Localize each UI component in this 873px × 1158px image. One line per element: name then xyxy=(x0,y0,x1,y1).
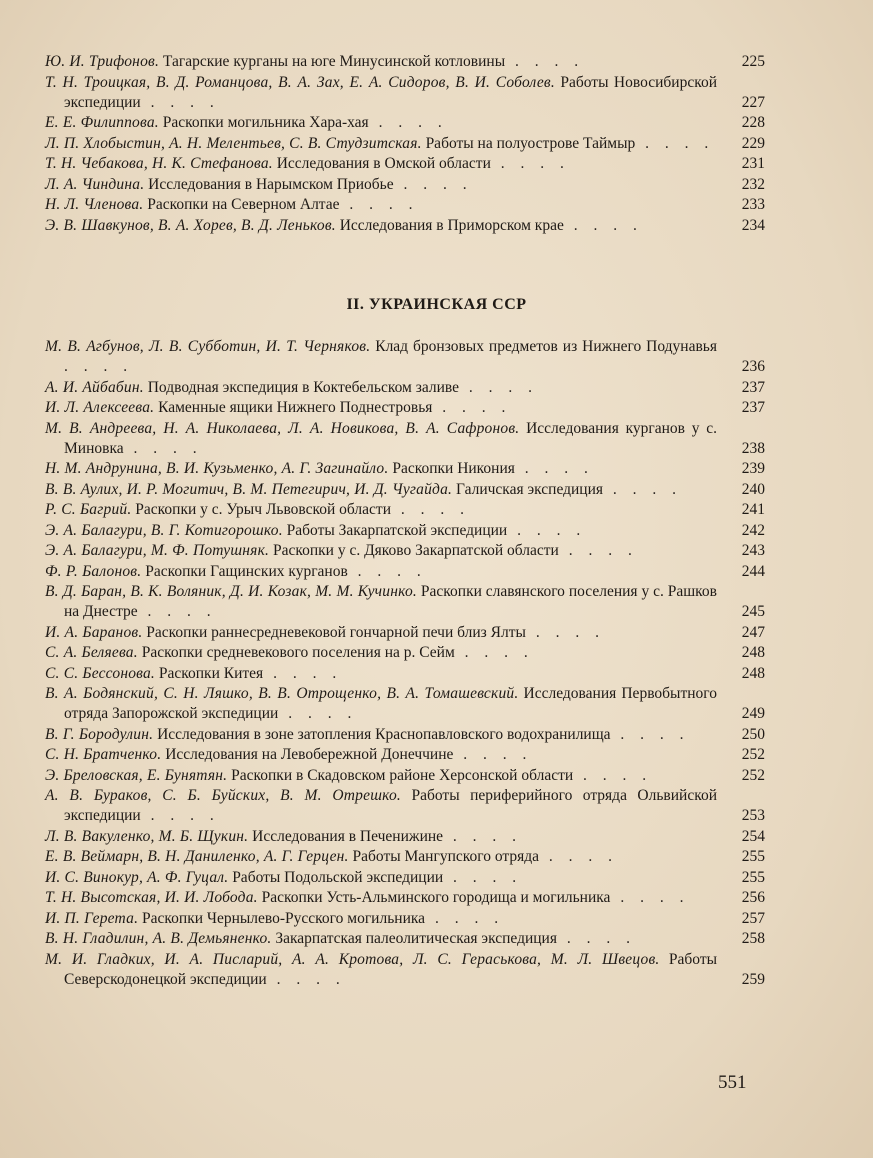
entry-authors: С. С. Бессонова. xyxy=(45,664,156,682)
entry-title: Исследования в зоне затопления Краснопавловского водохранилища xyxy=(157,725,611,743)
toc-entry-text xyxy=(45,623,717,643)
toc-entry-text xyxy=(45,562,717,582)
entry-page-number: 256 xyxy=(741,889,765,906)
toc-entry xyxy=(45,888,765,908)
toc-entry-text xyxy=(45,134,717,154)
entry-title: Исследования в Омской области xyxy=(276,155,491,172)
entry-page-number: 252 xyxy=(741,766,765,784)
entry-authors: Н. Л. Членова. xyxy=(45,196,144,213)
entry-title: Тагарские курганы на юге Минусинской котловины xyxy=(162,53,506,70)
toc-entry xyxy=(45,500,765,520)
entry-authors: А. И. Айбабин. xyxy=(45,378,144,396)
toc-entry xyxy=(45,766,765,786)
dot-leader: . . . . xyxy=(391,501,470,518)
entry-page-number: 237 xyxy=(741,378,765,396)
entry-page-number: 239 xyxy=(741,460,765,477)
entry-title: Раскопки славянского поселения у с. Рашков на Днестре xyxy=(64,583,717,620)
entry-authors: И. А. Баранов. xyxy=(45,623,143,641)
entry-page-number: 257 xyxy=(741,909,765,927)
entry-authors: Э. В. Шавкунов, В. А. Хорев, В. Д. Леньков. xyxy=(45,216,336,234)
entry-title: Раскопки Никония xyxy=(392,460,515,477)
toc-entry-text xyxy=(45,419,717,459)
entry-page-number: 255 xyxy=(741,848,765,865)
toc-entry xyxy=(45,52,765,72)
toc-entry xyxy=(45,419,765,459)
entry-title: Раскопки Чернылево-Русского могильника xyxy=(142,909,426,927)
toc-entry xyxy=(45,113,765,133)
dot-leader: . . . . xyxy=(432,399,512,416)
entry-page-number: 229 xyxy=(741,134,765,152)
entry-authors: Э. А. Балагури, М. Ф. Потушняк. xyxy=(45,542,270,559)
entry-page-number: 225 xyxy=(741,53,765,70)
toc-entry xyxy=(45,134,765,154)
entry-authors: Л. А. Чиндина. xyxy=(45,175,145,193)
dot-leader: . . . . xyxy=(64,358,134,375)
section-heading: II. УКРАИНСКАЯ ССР xyxy=(346,296,527,313)
entry-page-number: 243 xyxy=(741,542,765,559)
dot-leader: . . . . xyxy=(610,889,690,906)
entry-authors: В. А. Бодянский, С. Н. Ляшко, В. В. Отрощенко, В. А. Томашевский. xyxy=(45,685,519,702)
toc-entry-text xyxy=(45,684,717,724)
toc-entry-text xyxy=(45,643,717,663)
entry-authors: В. Г. Бородулин. xyxy=(45,725,154,743)
toc-entry xyxy=(45,73,765,113)
entry-authors: Е. Е. Филиппова. xyxy=(45,114,159,131)
entry-authors: Л. В. Вакуленко, М. Б. Щукин. xyxy=(45,827,249,845)
toc-entry-text xyxy=(45,786,717,826)
toc-entry-text xyxy=(45,500,717,520)
entry-page-number: 258 xyxy=(741,930,765,947)
toc-entry-text xyxy=(45,73,717,113)
entry-title: Клад бронзовых предметов из Нижнего Подунавья xyxy=(375,338,717,355)
toc-entry xyxy=(45,521,765,541)
entry-page-number: 247 xyxy=(741,623,765,641)
entry-page-number: 240 xyxy=(741,480,765,498)
dot-leader: . . . . xyxy=(490,155,570,172)
entry-title: Исследования в Нарымском Приобье xyxy=(148,175,394,193)
page-number: 551 xyxy=(718,1072,747,1093)
entry-title: Раскопки Китея xyxy=(158,664,264,682)
toc-entry xyxy=(45,378,765,398)
entry-authors: В. В. Аулих, И. Р. Могитич, В. М. Петегирич, И. Д. Чугайда. xyxy=(45,480,453,498)
entry-authors: М. В. Агбунов, Л. В. Субботин, И. Т. Черняков. xyxy=(45,338,371,355)
toc-entry xyxy=(45,216,765,236)
entry-authors: М. И. Гладких, И. А. Писларий, А. А. Кротова, Л. С. Гераськова, М. Л. Швецов. xyxy=(45,950,660,968)
entry-title: Исследования курганов у с. Миновка xyxy=(64,419,717,457)
entry-title: Раскопки на Северном Алтае xyxy=(147,196,340,213)
toc-entry xyxy=(45,786,765,826)
toc-entry-text xyxy=(45,847,717,867)
entry-page-number: 242 xyxy=(741,521,765,539)
entry-authors: Э. Бреловская, Е. Бунятян. xyxy=(45,766,228,784)
entry-page-number: 245 xyxy=(741,603,765,620)
toc-entry xyxy=(45,582,765,622)
toc-entry-text xyxy=(45,175,717,195)
entry-title: Подводная экспедиция в Коктебельском заливе xyxy=(147,378,459,396)
toc-entry-text xyxy=(45,195,717,215)
entry-authors: Р. С. Багрий. xyxy=(45,501,132,518)
entry-authors: С. Н. Братченко. xyxy=(45,746,162,763)
toc-entry xyxy=(45,643,765,663)
dot-leader: . . . . xyxy=(347,562,427,580)
toc-entry xyxy=(45,175,765,195)
dot-leader: . . . . xyxy=(140,807,220,824)
entry-page-number: 253 xyxy=(741,807,765,824)
toc-entry-text xyxy=(45,888,717,908)
toc-entry-text xyxy=(45,766,717,786)
entry-authors: Т. Н. Троицкая, В. Д. Романцова, В. А. Зах, Е. А. Сидоров, В. И. Соболев. xyxy=(45,73,555,91)
toc-entry-text xyxy=(45,745,717,765)
entry-page-number: 231 xyxy=(741,155,765,172)
entry-title: Раскопки раннесредневековой гончарной печи близ Ялты xyxy=(146,623,526,641)
toc-entry xyxy=(45,480,765,500)
entry-title: Работы Подольской экспедиции xyxy=(232,868,444,886)
dot-leader: . . . . xyxy=(425,909,505,927)
entry-title: Исследования на Левобережной Донеччине xyxy=(165,746,454,763)
toc-entry-text xyxy=(45,337,717,377)
dot-leader: . . . . xyxy=(563,216,643,234)
dot-leader: . . . . xyxy=(635,134,715,152)
entry-title: Каменные ящики Нижнего Поднестровья xyxy=(158,399,433,416)
toc-entry-text xyxy=(45,929,717,949)
dot-leader: . . . . xyxy=(266,970,346,988)
toc-entry-text xyxy=(45,950,717,990)
entry-authors: Э. А. Балагури, В. Г. Котигорошко. xyxy=(45,521,283,539)
entry-page-number: 232 xyxy=(741,175,765,193)
dot-leader: . . . . xyxy=(558,542,638,559)
entry-page-number: 236 xyxy=(741,358,765,375)
dot-leader: . . . . xyxy=(263,664,343,682)
entry-page-number: 254 xyxy=(741,827,765,845)
entry-authors: И. П. Герета. xyxy=(45,909,139,927)
dot-leader: . . . . xyxy=(539,848,618,865)
entry-page-number: 244 xyxy=(741,562,765,580)
toc-entry-text xyxy=(45,582,717,622)
entry-authors: Ю. И. Трифонов. xyxy=(45,53,160,70)
entry-page-number: 234 xyxy=(741,216,765,234)
entry-title: Работы на полуострове Таймыр xyxy=(425,134,636,152)
toc-entry xyxy=(45,154,765,174)
entry-title: Закарпатская палеолитическая экспедиция xyxy=(275,930,557,947)
entry-title: Раскопки средневекового поселения на р. Сейм xyxy=(141,644,455,661)
entry-title: Раскопки Гащинских курганов xyxy=(145,562,348,580)
toc-entry-text xyxy=(45,378,717,398)
entry-page-number: 248 xyxy=(741,644,765,661)
toc-entry-text xyxy=(45,521,717,541)
entry-title: Галичская экспедиция xyxy=(456,480,604,498)
toc-entry xyxy=(45,868,765,888)
toc-entry xyxy=(45,337,765,377)
dot-leader: . . . . xyxy=(603,480,683,498)
toc-entry xyxy=(45,684,765,724)
entry-title: Исследования в Приморском крае xyxy=(339,216,564,234)
dot-leader: . . . . xyxy=(610,725,690,743)
toc-entry-text xyxy=(45,154,717,174)
entry-page-number: 259 xyxy=(741,970,765,988)
dot-leader: . . . . xyxy=(525,623,605,641)
toc-entry-text xyxy=(45,541,717,561)
entry-title: Работы Закарпатской экспедиции xyxy=(286,521,508,539)
dot-leader: . . . . xyxy=(368,114,448,131)
entry-authors: Е. В. Веймарн, В. Н. Даниленко, А. Г. Герцен. xyxy=(45,848,349,865)
toc-entry xyxy=(45,847,765,867)
toc-entry xyxy=(45,562,765,582)
entry-page-number: 250 xyxy=(741,725,765,743)
entry-title: Исследования в Печенижине xyxy=(252,827,444,845)
toc-entry-text xyxy=(45,909,717,929)
entry-authors: В. Д. Баран, В. К. Воляник, Д. И. Козак, М. М. Кучинко. xyxy=(45,583,417,600)
entry-page-number: 237 xyxy=(741,399,765,416)
toc-entry-text xyxy=(45,52,717,72)
entry-authors: И. С. Винокур, А. Ф. Гуцал. xyxy=(45,868,229,886)
toc-entry xyxy=(45,929,765,949)
toc-entry-text xyxy=(45,725,717,745)
toc-entry-text xyxy=(45,480,717,500)
entry-title: Раскопки в Скадовском районе Херсонской области xyxy=(231,766,574,784)
toc-entry xyxy=(45,664,765,684)
dot-leader: . . . . xyxy=(573,766,653,784)
entry-page-number: 241 xyxy=(741,501,765,518)
toc-entry xyxy=(45,950,765,990)
entry-title: Работы Мангупского отряда xyxy=(352,848,539,865)
entry-title: Раскопки у с. Урыч Львовской области xyxy=(135,501,391,518)
dot-leader: . . . . xyxy=(453,746,533,763)
toc-entry xyxy=(45,195,765,215)
dot-leader: . . . . xyxy=(454,644,534,661)
entry-authors: Т. Н. Чебакова, Н. К. Стефанова. xyxy=(45,155,273,172)
toc-entry xyxy=(45,909,765,929)
toc-entry-text xyxy=(45,459,717,479)
entry-authors: М. В. Андреева, Н. А. Николаева, Л. А. Новикова, В. А. Сафронов. xyxy=(45,419,520,437)
entry-authors: Л. П. Хлобыстин, А. Н. Мелентьев, С. В. Студзитская. xyxy=(45,134,422,152)
toc-entry xyxy=(45,623,765,643)
toc-list-top xyxy=(45,52,765,236)
entry-page-number: 228 xyxy=(741,114,765,131)
entry-title: Раскопки могильника Хара-хая xyxy=(162,114,369,131)
toc-entry xyxy=(45,827,765,847)
toc-entry-text xyxy=(45,216,717,236)
entry-authors: Ф. Р. Балонов. xyxy=(45,562,142,580)
dot-leader: . . . . xyxy=(393,175,473,193)
entry-title: Работы Новосибирской экспедиции xyxy=(64,73,717,111)
toc-entry xyxy=(45,725,765,745)
entry-title: Раскопки у с. Дяково Закарпатской области xyxy=(272,542,559,559)
toc-entry xyxy=(45,745,765,765)
toc-entry-text xyxy=(45,868,717,888)
dot-leader: . . . . xyxy=(459,378,538,396)
dot-leader: . . . . xyxy=(140,93,220,111)
toc-entry-text xyxy=(45,113,717,133)
dot-leader: . . . . xyxy=(443,827,523,845)
dot-leader: . . . . xyxy=(278,705,358,722)
entry-page-number: 238 xyxy=(741,439,765,457)
entry-page-number: 252 xyxy=(741,746,765,763)
entry-title: Раскопки Усть-Альминского городища и могильника xyxy=(261,889,611,906)
toc-entry-text xyxy=(45,398,717,418)
dot-leader: . . . . xyxy=(339,196,419,213)
toc-entry-text xyxy=(45,664,717,684)
entry-title: Работы Северскодонецкой экспедиции xyxy=(64,950,718,988)
dot-leader: . . . . xyxy=(556,930,636,947)
toc-entry xyxy=(45,459,765,479)
entry-page-number: 233 xyxy=(741,196,765,213)
dot-leader: . . . . xyxy=(505,53,585,70)
entry-page-number: 255 xyxy=(741,868,765,886)
entry-title: Работы периферийного отряда Ольвийской экспедиции xyxy=(64,787,717,824)
dot-leader: . . . . xyxy=(123,439,203,457)
entry-title: Исследования Первобытного отряда Запорожской экспедиции xyxy=(64,685,717,722)
entry-page-number: 248 xyxy=(741,664,765,682)
entry-authors: В. Н. Гладилин, А. В. Демьяненко. xyxy=(45,930,272,947)
entry-authors: С. А. Беляева. xyxy=(45,644,138,661)
entry-page-number: 227 xyxy=(741,93,765,111)
entry-authors: А. В. Бураков, С. Б. Буйских, В. М. Отрешко. xyxy=(45,787,401,804)
dot-leader: . . . . xyxy=(507,521,587,539)
toc-list-ukrainian-ssr xyxy=(45,337,765,990)
entry-authors: Т. Н. Высотская, И. И. Лобода. xyxy=(45,889,258,906)
toc-entry xyxy=(45,398,765,418)
entry-authors: И. Л. Алексеева. xyxy=(45,399,155,416)
dot-leader: . . . . xyxy=(443,868,523,886)
toc-entry xyxy=(45,541,765,561)
entry-authors: Н. М. Андрунина, В. И. Кузьменко, А. Г. Загинайло. xyxy=(45,460,389,477)
dot-leader: . . . . xyxy=(137,603,217,620)
toc-entry-text xyxy=(45,827,717,847)
dot-leader: . . . . xyxy=(514,460,594,477)
entry-page-number: 249 xyxy=(741,705,765,722)
